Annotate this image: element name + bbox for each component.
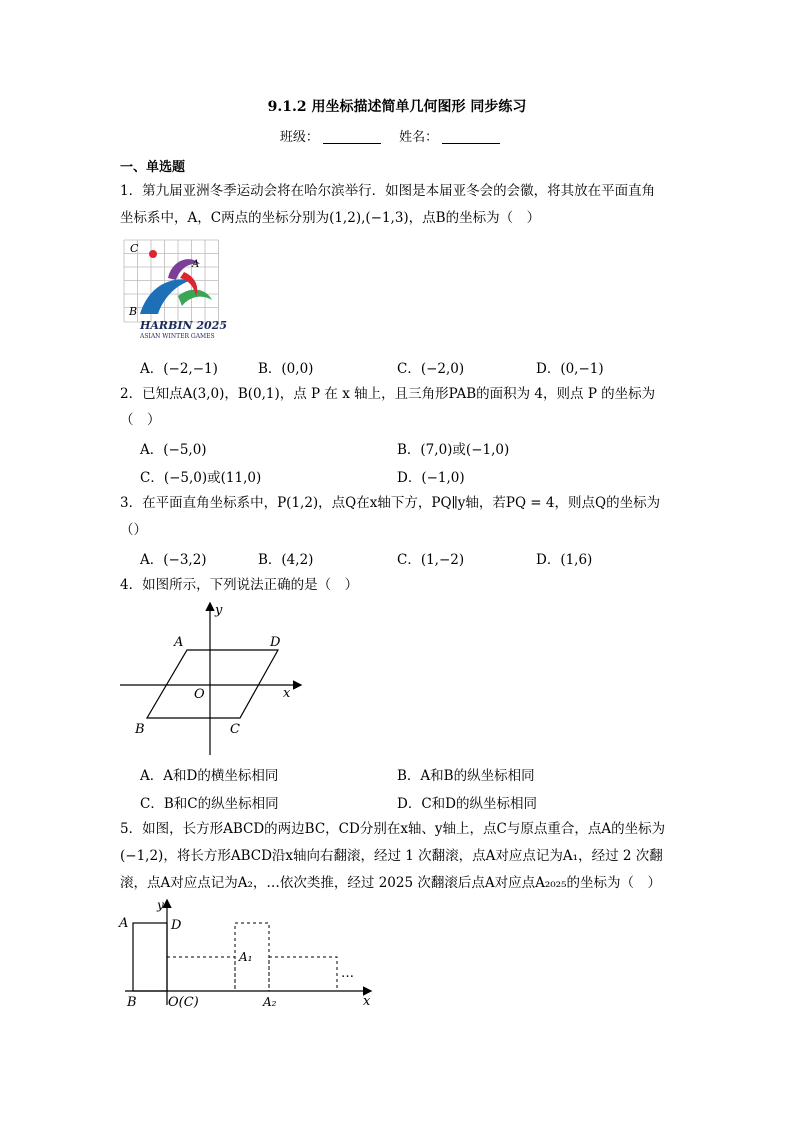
q2-option-d[interactable]: D．(−1,0) [397, 470, 465, 486]
name-blank[interactable] [442, 131, 500, 144]
q3-option-c[interactable]: C．(1,−2) [397, 552, 465, 568]
q1-option-b[interactable]: B．(0,0) [258, 361, 314, 377]
q1-logo-figure [120, 236, 230, 346]
q4-label-d: D [270, 635, 281, 650]
q1-option-c[interactable]: C．(−2,0) [397, 361, 465, 377]
q3-line-1: 3．在平面直角坐标系中，P(1,2)，点Q在x轴下方，PQ∥y轴，若PQ = 4，则点Q的坐标为 [120, 495, 661, 511]
q3-line-2: （） [120, 522, 147, 538]
q2-option-a[interactable]: A．(−5,0) [140, 442, 207, 458]
q4-parallelogram [147, 650, 278, 718]
q5-label-a2: A₂ [263, 995, 277, 1009]
q4-parallelogram-figure [120, 600, 310, 760]
q1-label-b: B [129, 305, 138, 318]
q1-label-c: C [130, 242, 139, 255]
q2-option-c[interactable]: C．(−5,0)或(11,0) [140, 470, 262, 486]
q5-label-x: x [363, 994, 371, 1009]
q5-rolling-rectangle-figure [115, 895, 380, 1015]
q1-line-1: 1．第九届亚洲冬季运动会将在哈尔滨举行．如图是本届亚冬会的会徽，将其放在平面直角 [120, 183, 656, 199]
q4-label-x: x [283, 686, 291, 701]
q5-rectangle-abcd [133, 923, 167, 991]
q4-option-d[interactable]: D．C和D的纵坐标相同 [397, 796, 537, 812]
q3-option-a[interactable]: A．(−3,2) [140, 552, 207, 568]
q5-label-oc: O(C) [168, 995, 199, 1010]
student-info [0, 126, 794, 145]
q5-label-b: B [127, 995, 137, 1010]
class-label: 班级： [279, 130, 319, 145]
q5-line-1: 5．如图，长方形ABCD的两边BC，CD分别在x轴、y轴上，点C与原点重合，点A的坐标为 [120, 821, 666, 837]
q3-option-d[interactable]: D．(1,6) [536, 552, 593, 568]
q4-line-1: 4．如图所示，下列说法正确的是（ ） [120, 577, 359, 593]
q5-line-2: (−1,2)，将长方形ABCD沿x轴向右翻滚，经过 1 次翻滚，点A对应点记为A₁，经过 2 次翻 [120, 848, 663, 864]
q2-line-2: （ ） [120, 412, 161, 428]
q5-line-3: 滚，点A对应点记为A₂，…依次类推，经过 2025 次翻滚后点A对应点A₂₀₂₅的坐标为（ ） [120, 875, 661, 891]
q5-label-y: y [157, 898, 164, 912]
q5-label-a1: A₁ [239, 950, 253, 964]
q4-option-a[interactable]: A．A和D的横坐标相同 [140, 768, 279, 784]
logo-subtext: ASIAN WINTER GAMES [140, 333, 215, 340]
q1-option-a[interactable]: A．(−2,−1) [140, 361, 218, 377]
q1-line-2: 坐标系中，A，C两点的坐标分别为(1,2),(−1,3)，点B的坐标为（ ） [120, 210, 541, 226]
class-blank[interactable] [323, 131, 381, 144]
q4-option-c[interactable]: C．B和C的纵坐标相同 [140, 796, 279, 812]
q5-ellipsis: … [341, 966, 354, 981]
page-title: 9.1.2 用坐标描述简单几何图形 同步练习 [267, 99, 527, 115]
q5-label-a: A [119, 916, 129, 931]
section-title: 一、单选题 [120, 160, 186, 175]
sun-icon [149, 250, 157, 258]
q4-label-a: A [174, 635, 184, 650]
q3-option-b[interactable]: B．(4,2) [258, 552, 314, 568]
q4-label-y: y [215, 603, 223, 618]
q1-label-a: A [192, 259, 200, 270]
q2-line-1: 2．已知点A(3,0)，B(0,1)，点 P 在 x 轴上，且三角形PAB的面积为 4，则点 P 的坐标为 [120, 386, 656, 402]
q4-option-b[interactable]: B．A和B的纵坐标相同 [397, 768, 535, 784]
q5-label-d: D [171, 918, 182, 933]
q4-label-b: B [135, 722, 145, 737]
q2-option-b[interactable]: B．(7,0)或(−1,0) [397, 442, 510, 458]
name-label: 姓名： [399, 130, 439, 145]
q4-label-o: O [194, 687, 205, 702]
q1-option-d[interactable]: D．(0,−1) [536, 361, 604, 377]
q4-label-c: C [230, 722, 240, 737]
logo-text: HARBIN 2025 [140, 319, 228, 332]
